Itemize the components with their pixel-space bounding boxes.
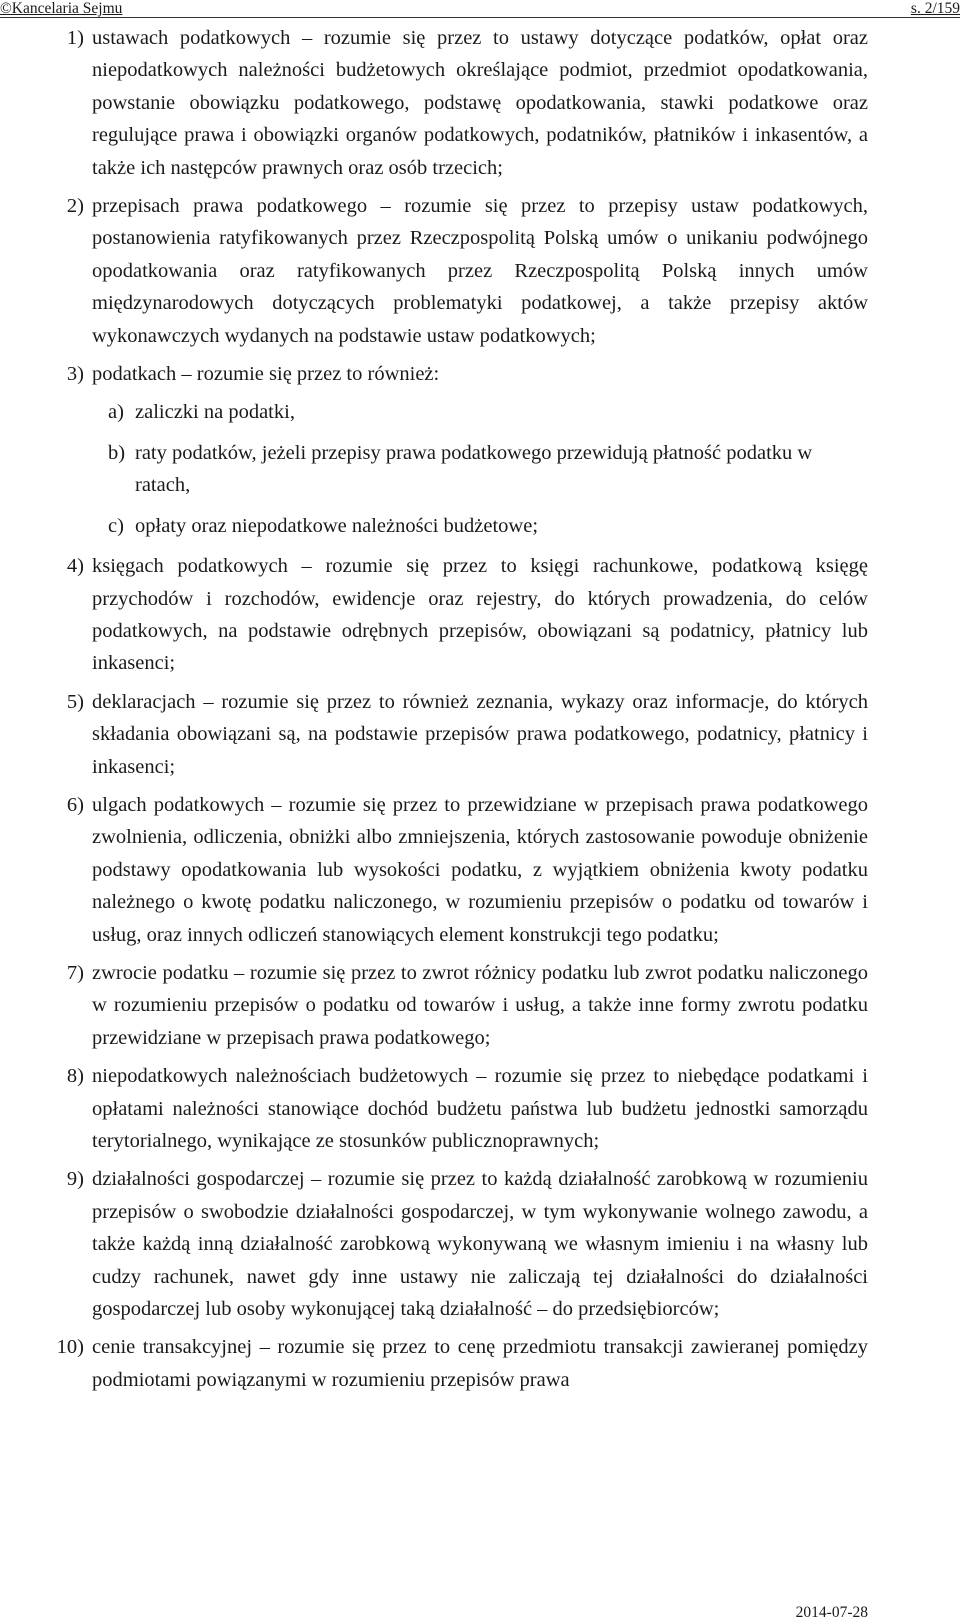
definition-item-8 <box>0 1060 960 1157</box>
definition-item-5 <box>0 686 960 783</box>
item-text: cenie transakcyjnej – rozumie się przez to cenę przedmiotu transakcji zawieranej pomiędzy podmiotami powiązanymi w rozumieniu przepisów prawa <box>92 1336 868 1391</box>
header-page-number: s. 2/159 <box>910 0 960 17</box>
item-number: 2) <box>66 195 84 218</box>
item-number: 4) <box>66 555 84 578</box>
definition-item-2 <box>0 190 960 352</box>
document-body <box>0 22 960 1402</box>
subitem-a <box>0 396 960 428</box>
subitem-letter: a) <box>108 401 124 424</box>
item-number: 8) <box>66 1065 84 1088</box>
item-text: księgach podatkowych – rozumie się przez to księgi rachunkowe, podatkową księgę przychodów i rozchodów, ewidencje oraz rejestry, do których prowadzenia, do celów podatkowych, na podstawie odrębnych przepisów, obowiązani są podatnicy, płatnicy lub inkasenci; <box>92 555 868 675</box>
item-number: 1) <box>66 27 84 49</box>
subitem-text: raty podatków, jeżeli przepisy prawa podatkowego przewidują płatność podatku w ratach, <box>135 441 813 497</box>
item-text: ulgach podatkowych – rozumie się przez to przewidziane w przepisach prawa podatkowego zwolnienia, odliczenia, obniżki albo zmniejszenia, których zastosowanie powoduje obniżenie podstawy opodatkowania lub wysokości podatku, z wyjątkiem obniżenia kwoty podatku należnego o kwotę podatku naliczonego, w rozumieniu przepisów o podatku od towarów i usług, oraz innych odliczeń stanowiących element konstrukcji tego podatku; <box>92 793 868 946</box>
item-number: 5) <box>66 690 84 713</box>
item-text: działalności gospodarczej – rozumie się przez to każdą działalność zarobkową w rozumieniu przepisów o swobodzie działalności gospodarczej, w tym wykonywanie wolnego zawodu, a także każdą inną działalność zarobkową wykonywaną we własnym imieniu i na własny lub cudzy rachunek, nawet gdy inne ustawy nie zaliczają tej działalności do działalności gospodarczej lub osoby wykonującej taką działalność – do przedsiębiorców; <box>92 1168 868 1321</box>
definition-item-4 <box>0 550 960 680</box>
subitem-list <box>0 396 960 542</box>
item-text: przepisach prawa podatkowego – rozumie się przez to przepisy ustaw podatkowych, postanowienia ratyfikowanych przez Rzeczpospolitą Polską umów o unikaniu podwójnego opodatkowania oraz ratyfikowanych przez Rzeczpospolitą Polską innych umów międzynarodowych dotyczących problematyki podatkowej, a także przepisy aktów wykonawczych wydanych na podstawie ustaw podatkowych; <box>92 195 868 347</box>
definition-item-10 <box>0 1331 960 1396</box>
item-number: 10) <box>56 1336 84 1359</box>
subitem-c <box>0 510 960 542</box>
definition-item-7 <box>0 957 960 1054</box>
footer-date: 2014-07-28 <box>795 1604 868 1621</box>
subitem-text: zaliczki na podatki, <box>135 401 295 424</box>
header-source: ©Kancelaria Sejmu <box>0 0 123 17</box>
item-text: zwrocie podatku – rozumie się przez to zwrot różnicy podatku lub zwrot podatku naliczonego w rozumieniu przepisów o podatku od towarów i usług, a także inne formy zwrotu podatku przewidziane w przepisach prawa podatkowego; <box>92 961 868 1049</box>
subitem-letter: b) <box>108 441 126 464</box>
item-text: niepodatkowych należnościach budżetowych – rozumie się przez to niebędące podatkami i opłatami należności stanowiące dochód budżetu państwa lub budżetu jednostki samorządu terytorialnego, wynikające ze stosunków publicznoprawnych; <box>92 1065 868 1152</box>
page-header <box>0 0 960 20</box>
subitem-text: opłaty oraz niepodatkowe należności budżetowe; <box>135 514 539 537</box>
item-number: 7) <box>66 961 84 984</box>
item-number: 3) <box>66 363 84 386</box>
definition-item-1 <box>0 22 960 184</box>
item-text: podatkach – rozumie się przez to również: <box>92 363 440 386</box>
definition-item-6 <box>0 789 960 951</box>
subitem-b <box>0 437 960 502</box>
item-number: 6) <box>66 793 84 816</box>
item-text: ustawach podatkowych – rozumie się przez to ustawy dotyczące podatków, opłat oraz niepodatkowych należności budżetowych określające podmiot, przedmiot opodatkowania, powstanie obowiązku podatkowego, podstawę opodatkowania, stawki podatkowe oraz regulujące prawa i obowiązki organów podatkowych, podatników, płatników i inkasentów, a także ich następców prawnych oraz osób trzecich; <box>92 27 868 179</box>
header-divider <box>0 17 960 18</box>
subitem-letter: c) <box>108 514 124 537</box>
item-number: 9) <box>66 1168 84 1191</box>
item-text: deklaracjach – rozumie się przez to również zeznania, wykazy oraz informacje, do których składania obowiązani są, na podstawie przepisów prawa podatkowego, podatnicy, płatnicy i inkasenci; <box>92 690 868 778</box>
definition-item-9 <box>0 1163 960 1325</box>
definition-item-3 <box>0 358 960 390</box>
